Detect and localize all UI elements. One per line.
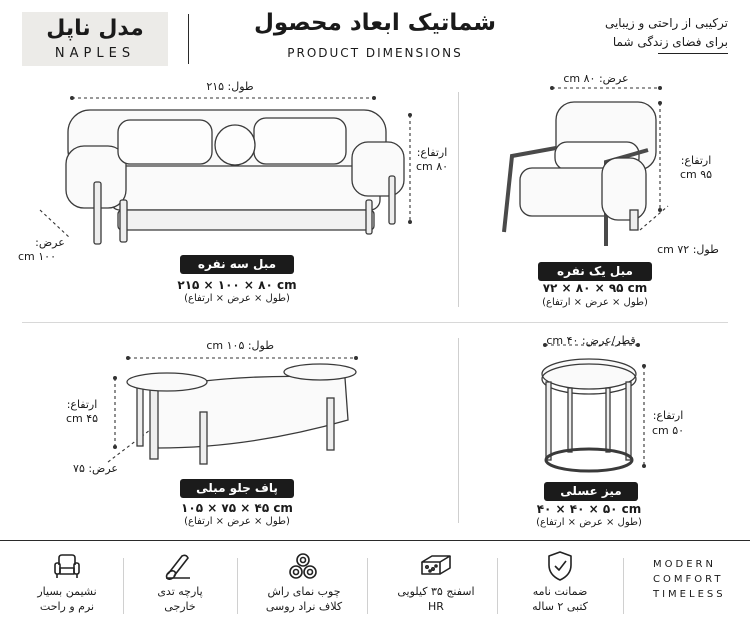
armchair-name-badge: مبل یک نفره — [538, 262, 652, 281]
slogan-line-1: MODERN — [653, 559, 716, 570]
page-title: شماتیک ابعاد محصول — [253, 10, 497, 36]
ottoman-dimensions: ۱۰۵ × ۷۵ × ۴۵ cm — [181, 501, 293, 515]
feature-wood-line1: چوب نمای راش — [267, 585, 341, 598]
sofa-dimensions: ۲۱۵ × ۱۰۰ × ۸۰ cm — [177, 278, 297, 292]
armchair-length-label: طول: ۷۲ cm — [657, 243, 719, 256]
sofa-depth-label: عرض: — [35, 236, 65, 249]
ottoman-height-value: ۴۵ cm — [65, 412, 99, 425]
feature-divider — [623, 558, 624, 614]
feature-fabric-line2: خارجی — [164, 600, 196, 613]
feature-divider — [497, 558, 498, 614]
feature-wood-line2: کلاف نراد روسی — [265, 600, 343, 613]
page-subtitle: PRODUCT DIMENSIONS — [287, 46, 463, 60]
side-table-height-value: ۵۰ cm — [651, 424, 685, 437]
side-table-height-label: ارتفاع: — [652, 409, 684, 422]
slogan-line-3: TIMELESS — [653, 589, 726, 600]
armchair-height-label: ارتفاع: — [680, 154, 712, 167]
side-table-dimensions: ۴۰ × ۴۰ × ۵۰ cm — [536, 502, 642, 516]
side-table-dimensions-note: (طول × عرض × ارتفاع) — [536, 517, 642, 528]
sofa-name-badge: مبل سه نفره — [180, 255, 294, 274]
brand-name-fa: مدل ناپل — [46, 16, 144, 41]
armchair-dimensions: ۷۲ × ۸۰ × ۹۵ cm — [542, 281, 648, 295]
armchair-width-label: عرض: ۸۰ cm — [563, 72, 629, 85]
feature-warranty-line2: کتبی ۲ ساله — [532, 600, 588, 613]
feature-divider — [367, 558, 368, 614]
sofa-dimensions-note: (طول × عرض × ارتفاع) — [184, 293, 290, 304]
sofa-height-value: ۸۰ cm — [415, 160, 449, 173]
side-table-name-badge: میز عسلی — [544, 482, 638, 501]
armchair-icon — [52, 552, 82, 580]
shield-check-icon — [546, 550, 574, 582]
ottoman-name-badge: پاف جلو مبلی — [180, 479, 294, 498]
feature-fabric-line1: پارچه تدی — [157, 585, 203, 598]
sponge-icon — [418, 552, 454, 580]
slogan-line-2: COMFORT — [653, 574, 724, 585]
sofa-height-label: ارتفاع: — [416, 146, 448, 159]
sofa-depth-value: ۱۰۰ cm — [18, 250, 56, 263]
feature-divider — [237, 558, 238, 614]
wood-logs-icon — [286, 550, 320, 582]
feature-divider — [123, 558, 124, 614]
armchair-height-value: ۹۵ cm — [679, 168, 713, 181]
fabric-roll-icon — [162, 552, 194, 580]
ottoman-height-label: ارتفاع: — [66, 398, 98, 411]
ottoman-dimensions-note: (طول × عرض × ارتفاع) — [184, 516, 290, 527]
feature-comfort-line1: نشیمن بسیار — [37, 585, 97, 598]
ottoman-depth-label: عرض: ۷۵ — [73, 462, 118, 475]
feature-warranty-line1: ضمانت نامه — [532, 585, 588, 598]
feature-sponge-line1: اسفنج ۳۵ کیلویی — [397, 585, 475, 598]
armchair-dimensions-note: (طول × عرض × ارتفاع) — [542, 297, 648, 308]
sofa-length-label: طول: ۲۱۵ — [206, 80, 254, 93]
side-table-diameter-label: قطر/عرض: ۴۰ cm — [546, 334, 636, 347]
tagline-line-1: ترکیبی از راحتی و زیبایی — [604, 16, 728, 30]
tagline-line-2: برای فضای زندگی شما — [612, 35, 728, 49]
feature-comfort-line2: نرم و راحت — [39, 600, 95, 613]
feature-sponge-line2: HR — [428, 600, 444, 613]
brand-name-en: NAPLES — [54, 46, 136, 61]
ottoman-length-label: طول: ۱۰۵ cm — [206, 339, 274, 352]
